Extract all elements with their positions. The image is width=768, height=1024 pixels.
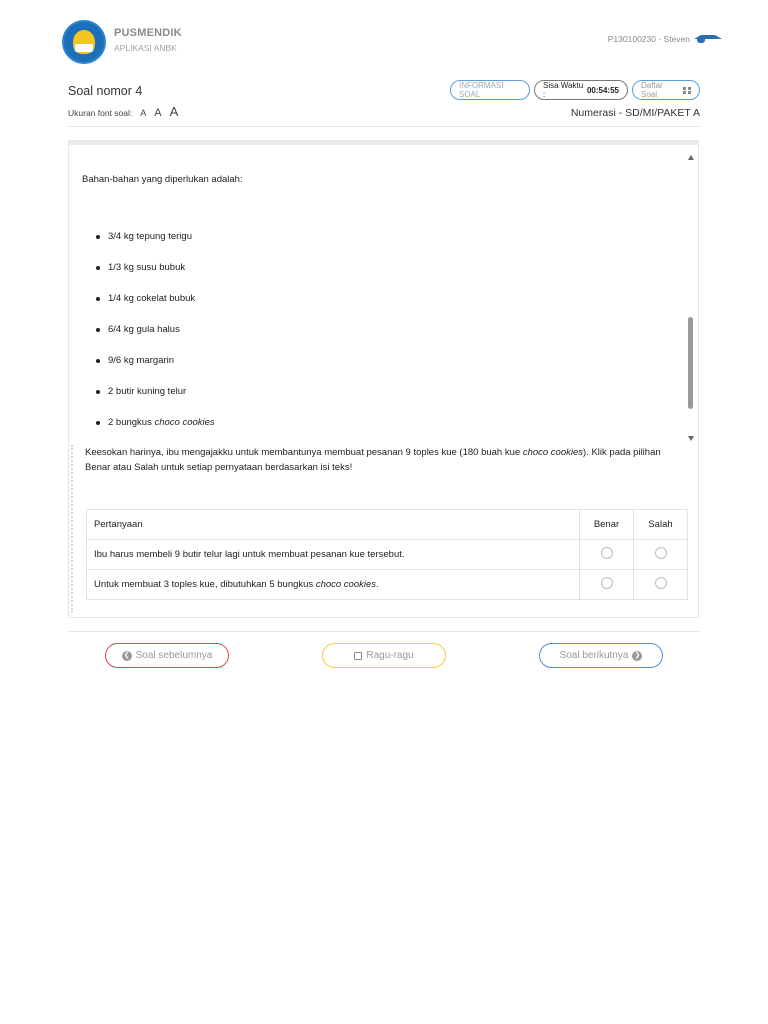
ragu-ragu-button[interactable] <box>322 643 446 668</box>
subject-label: Numerasi - SD/MI/PAKET A <box>570 107 700 119</box>
list-item <box>81 231 215 262</box>
table-header-row <box>87 510 688 540</box>
scroll-up-icon[interactable] <box>688 155 694 160</box>
para-text-2: ). Klik pada pilihan Benar atau Salah untuk setiap pernyataan berdasarkan isi teks! <box>85 447 661 473</box>
info-soal-button[interactable]: INFORMASI SOAL <box>450 80 530 100</box>
chevron-right-icon: ❯ <box>632 651 642 661</box>
next-question-button[interactable] <box>539 643 663 668</box>
user-info <box>608 34 708 44</box>
salah-radio[interactable] <box>655 577 667 589</box>
statement-italic: choco cookies <box>315 579 377 590</box>
table-row <box>87 540 688 570</box>
ingredient-text: 1/4 kg cokelat bubuk <box>108 293 196 304</box>
scroll-down-icon[interactable] <box>688 436 694 441</box>
bullet-icon <box>96 359 100 363</box>
statement-cell <box>87 570 580 600</box>
divider <box>68 126 700 127</box>
ragu-label: Ragu-ragu <box>366 650 414 661</box>
list-item <box>81 355 215 386</box>
brand-title: PUSMENDIK <box>114 27 182 39</box>
statement-suffix: . <box>376 579 379 590</box>
brand-subtitle: APLIKASI ANBK <box>114 43 177 53</box>
list-item <box>81 324 215 355</box>
statement-text: Untuk membuat 3 toples kue, dibutuhkan 5 bungkus <box>94 579 316 590</box>
benar-cell <box>580 540 634 570</box>
ingredient-text: 1/3 kg susu bubuk <box>108 262 186 273</box>
font-small-button[interactable]: A <box>140 108 147 118</box>
app-header <box>0 0 768 72</box>
ingredient-text: 9/6 kg margarin <box>108 355 175 366</box>
instruction-paragraph <box>85 445 677 475</box>
daftar-soal-button[interactable] <box>632 80 700 100</box>
daftar-soal-label: Daftar Soal <box>641 81 663 99</box>
para-italic: choco cookies <box>522 447 584 458</box>
timer-label: Sisa Waktu : <box>543 81 584 99</box>
timer-badge <box>534 80 628 100</box>
statement-text: Ibu harus membeli 9 butir telur lagi untuk membuat pesanan kue tersebut. <box>94 549 405 560</box>
bullet-icon <box>96 266 100 270</box>
ingredient-text: 2 butir kuning telur <box>108 386 187 397</box>
scroll-thumb[interactable] <box>688 317 693 409</box>
panel-top-bar <box>69 141 698 145</box>
ingredient-text: 2 bungkus <box>108 417 152 428</box>
ingredient-list <box>81 231 215 447</box>
list-item <box>81 386 215 417</box>
salah-radio[interactable] <box>655 547 667 559</box>
ingredient-text: 6/4 kg gula halus <box>108 324 180 335</box>
statement-table <box>86 509 688 600</box>
font-medium-button[interactable]: A <box>154 107 162 119</box>
header-benar: Benar <box>580 510 634 540</box>
prev-question-button[interactable] <box>105 643 229 668</box>
header-salah: Salah <box>634 510 688 540</box>
bullet-icon <box>96 235 100 239</box>
question-number-title: Soal nomor 4 <box>68 84 143 98</box>
graduation-cap-icon <box>694 35 708 44</box>
list-item <box>81 262 215 293</box>
benar-cell <box>580 570 634 600</box>
ingredient-italic: choco cookies <box>154 417 215 428</box>
font-size-control <box>68 104 178 119</box>
list-item <box>81 417 215 447</box>
table-row <box>87 570 688 600</box>
salah-cell <box>634 540 688 570</box>
benar-radio[interactable] <box>601 577 613 589</box>
timer-value: 00:54:55 <box>586 85 619 95</box>
checkbox-icon <box>354 652 362 660</box>
para-text-1: Keesokan harinya, ibu mengajakku untuk membantunya membuat pesanan 9 toples kue (180 buah kue <box>85 447 523 458</box>
tut-wuri-logo <box>62 20 106 64</box>
bullet-icon <box>96 328 100 332</box>
prev-label: Soal sebelumnya <box>135 650 213 661</box>
ingredient-text: 3/4 kg tepung terigu <box>108 231 192 242</box>
benar-radio[interactable] <box>601 547 613 559</box>
font-size-label: Ukuran font soal: <box>68 108 133 118</box>
bullet-icon <box>96 421 100 425</box>
toolbar <box>450 80 700 100</box>
header-pertanyaan: Pertanyaan <box>87 510 580 540</box>
reading-scroll-area[interactable] <box>81 155 677 447</box>
chevron-left-icon: ❮ <box>122 651 132 661</box>
font-large-button[interactable]: A <box>169 104 179 119</box>
grid-icon <box>683 87 691 94</box>
user-label: P130100230 - Steven <box>607 34 690 44</box>
divider <box>68 631 700 632</box>
resize-handle[interactable] <box>71 445 76 613</box>
next-label: Soal berikutnya <box>559 650 629 661</box>
bullet-icon <box>96 390 100 394</box>
statement-cell <box>87 540 580 570</box>
question-panel <box>68 140 699 618</box>
scrollbar[interactable] <box>687 153 695 443</box>
salah-cell <box>634 570 688 600</box>
bullet-icon <box>96 297 100 301</box>
ingredients-intro: Bahan-bahan yang diperlukan adalah: <box>82 174 243 185</box>
list-item <box>81 293 215 324</box>
